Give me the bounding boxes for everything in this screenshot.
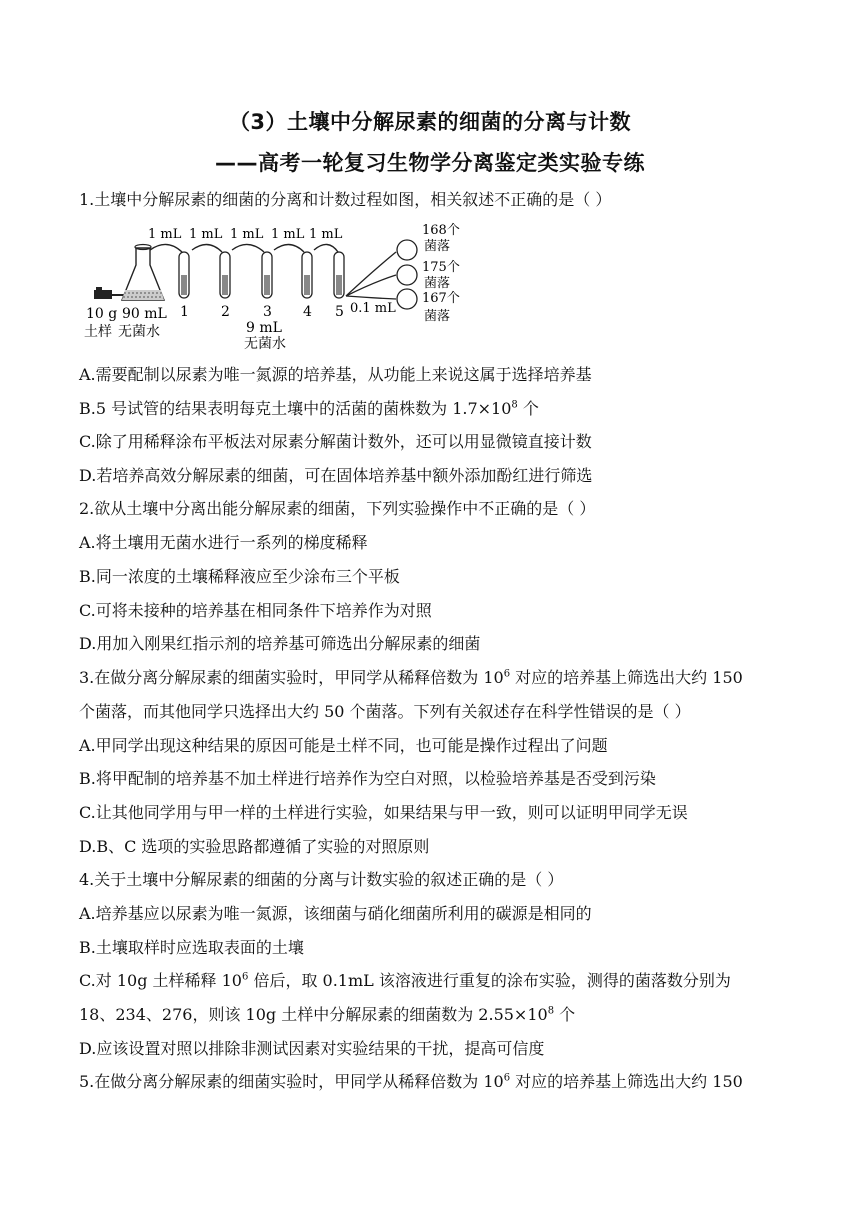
page-title: （3）土壤中分解尿素的细菌的分离与计数 <box>228 110 632 134</box>
option-c-cont <box>79 1005 799 1025</box>
option-d <box>79 837 799 857</box>
tube-number: 3 <box>263 304 272 320</box>
test-tubes <box>179 252 344 298</box>
plating-arrows <box>346 252 396 299</box>
text: C.除了用稀释涂布平板法对尿素分解菌计数外，还可以用显微镜直接计数 <box>79 432 592 451</box>
text: A.培养基应以尿素为唯一氮源，该细菌与硝化细菌所利用的碳源是相同的 <box>79 904 592 923</box>
exponent: 8 <box>511 399 518 411</box>
transfer-label: 1 mL <box>309 227 343 242</box>
exponent: 6 <box>503 668 511 680</box>
text: B.5 号试管的结果表明每克土壤中的活菌的菌株数为 1.7×10 <box>79 399 512 418</box>
soil-label: 土样 <box>84 324 112 340</box>
option-b <box>79 769 799 789</box>
exponent: 6 <box>241 971 249 983</box>
transfer-label: 1 mL <box>230 227 264 242</box>
text: 个菌落，而其他同学只选择出大约 50 个菌落。下列有关叙述存在科学性错误的是（ ） <box>79 702 691 721</box>
text: A.甲同学出现这种结果的原因可能是土样不同，也可能是操作过程出了问题 <box>79 736 608 755</box>
text: 3.在做分离分解尿素的细菌实验时，甲同学从稀释倍数为 10 <box>79 668 504 687</box>
text: 个 <box>554 1005 576 1024</box>
tube-water-label: 无菌水 <box>244 336 286 352</box>
colony-word: 菌落 <box>424 309 451 324</box>
text: A.将土壤用无菌水进行一系列的梯度稀释 <box>79 533 368 552</box>
transfer-label: 1 mL <box>271 227 305 242</box>
colony-word: 菌落 <box>424 239 451 254</box>
option-b <box>79 567 799 587</box>
question-5-stem <box>79 1072 799 1092</box>
exponent: 8 <box>547 1005 555 1017</box>
option-b <box>79 938 799 958</box>
text: 5.在做分离分解尿素的细菌实验时，甲同学从稀释倍数为 10 <box>79 1072 504 1091</box>
text: C.对 10g 土样稀释 10 <box>79 971 242 990</box>
question-2-stem <box>79 499 799 519</box>
colony-count: 168个 <box>422 223 460 238</box>
text: D.应该设置对照以排除非测试因素对实验结果的干扰，提高可信度 <box>79 1039 545 1058</box>
flask-water-label: 无菌水 <box>118 324 160 340</box>
tube-number: 5 <box>335 304 344 320</box>
transfer-label: 1 mL <box>148 227 182 242</box>
text: 4.关于土壤中分解尿素的细菌的分离与计数实验的叙述正确的是（ ） <box>79 870 564 889</box>
text: C.让其他同学用与甲一样的土样进行实验，如果结果与甲一致，则可以证明甲同学无误 <box>79 803 688 822</box>
option-c <box>79 432 799 452</box>
question-4-stem <box>79 870 799 890</box>
transfer-arrows <box>150 244 338 252</box>
tube-number: 2 <box>221 304 230 320</box>
text: 对应的培养基上筛选出大约 150 <box>510 668 743 687</box>
option-c <box>79 803 799 823</box>
text: 个 <box>517 399 539 418</box>
text: B.土壤取样时应选取表面的土壤 <box>79 938 304 957</box>
tube-number: 4 <box>303 304 312 320</box>
text: C.可将未接种的培养基在相同条件下培养作为对照 <box>79 601 432 620</box>
question-3-stem <box>79 668 799 688</box>
question-1-stem <box>79 190 799 210</box>
tube-number: 1 <box>180 304 189 320</box>
option-c <box>79 601 799 621</box>
serial-dilution-figure <box>84 220 474 352</box>
tube-water-volume-label: 9 mL <box>246 320 282 336</box>
text: B.将甲配制的培养基不加土样进行培养作为空白对照，以检验培养基是否受到污染 <box>79 769 656 788</box>
text: D.B、C 选项的实验思路都遵循了实验的对照原则 <box>79 837 430 856</box>
plating-volume-label: 0.1 mL <box>350 301 396 316</box>
option-a <box>79 736 799 756</box>
option-d <box>79 634 799 654</box>
colony-word: 菌落 <box>424 276 451 291</box>
option-a <box>79 365 799 385</box>
option-d <box>79 466 799 486</box>
text: 对应的培养基上筛选出大约 150 <box>510 1072 743 1091</box>
colony-count: 175个 <box>422 260 460 275</box>
text: 1.土壤中分解尿素的细菌的分离和计数过程如图，相关叙述不正确的是（ ） <box>79 190 612 209</box>
soil-mass-label: 10 g <box>86 306 118 322</box>
question-3-stem-cont <box>79 702 799 722</box>
text: A.需要配制以尿素为唯一氮源的培养基，从功能上来说这属于选择培养基 <box>79 365 592 384</box>
culture-plates <box>397 240 417 309</box>
option-a <box>79 533 799 553</box>
page-subtitle: ——高考一轮复习生物学分离鉴定类实验专练 <box>215 151 645 175</box>
exponent: 6 <box>503 1072 511 1084</box>
text: D.若培养高效分解尿素的细菌，可在固体培养基中额外添加酚红进行筛选 <box>79 466 593 485</box>
text: 18、234、276，则该 10g 土样中分解尿素的细菌数为 2.55×10 <box>79 1005 548 1024</box>
flask-icon <box>122 245 164 301</box>
text: D.用加入刚果红指示剂的培养基可筛选出分解尿素的细菌 <box>79 634 481 653</box>
text: 倍后，取 0.1mL 该溶液进行重复的涂布实验，测得的菌落数分别为 <box>248 971 731 990</box>
text: B.同一浓度的土壤稀释液应至少涂布三个平板 <box>79 567 400 586</box>
transfer-label: 1 mL <box>189 227 223 242</box>
option-b <box>79 399 799 419</box>
option-a <box>79 904 799 924</box>
text: 2.欲从土壤中分离出能分解尿素的细菌，下列实验操作中不正确的是（ ） <box>79 499 596 518</box>
flask-volume-label: 90 mL <box>122 306 167 322</box>
option-c <box>79 971 799 991</box>
option-d <box>79 1039 799 1059</box>
colony-count: 167个 <box>422 291 460 306</box>
